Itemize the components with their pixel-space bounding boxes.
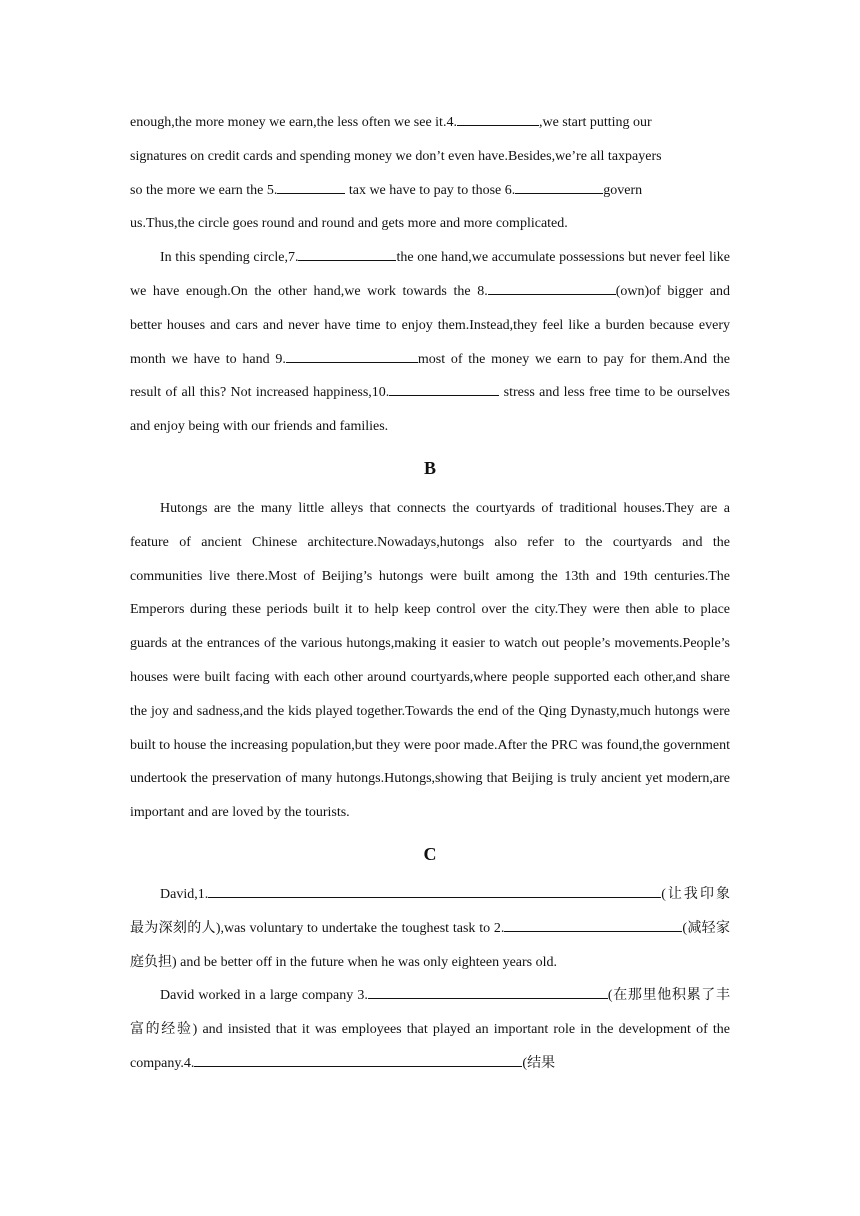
text-segment: enough,the more money we earn,the less often we see it.4. xyxy=(130,115,457,130)
text-segment: David worked in a large company 3. xyxy=(160,988,368,1004)
text-segment: tax we have to pay to those 6. xyxy=(345,182,516,198)
text-segment: (减轻家庭负担) and be better off in the future when he was only eighteen years old. xyxy=(130,920,730,970)
text-segment: signatures on credit cards and spending money we don’t even have.Besides,we’re all taxpayers xyxy=(130,148,662,164)
text-segment: the one hand,we accumulate possessions but never feel like we have enough.On the other hand,we work towards the 8. xyxy=(130,250,731,299)
text-segment: ,we start putting our xyxy=(538,115,652,130)
paragraph-hutongs: Hutongs are the many little alleys that connects the courtyards of traditional houses.They are a feature of ancient Chinese architecture.Nowadays,hutongs also refer to the courtyards and the communities live there.Most of Beijing’s hutongs were built among the 13th and 19th centuries.The Emperors during these periods built it to help keep control over the city.They were then able to place guards at the entrances of the various hutongs,making it easier to watch out people’s movements.People’s houses were built facing with each other around courtyards,where people supported each other,and share the joy and sadness,and the kids played together.Towards the end of the Qing Dynasty,much hutongs were built to house the increasing population,but they were poor made.After the PRC was found,the government undertook the preservation of many hutongs.Hutongs,showing that Beijing is truly ancient yet modern,are important and are loved by the tourists. xyxy=(130,500,730,821)
paragraph-david-2 xyxy=(130,979,730,1080)
section-heading-c: C xyxy=(423,843,437,864)
blank-4[interactable] xyxy=(457,111,539,126)
blank-8[interactable] xyxy=(488,280,616,295)
blank-7[interactable] xyxy=(298,246,396,261)
text-segment: govern xyxy=(603,182,643,198)
blank-c1[interactable] xyxy=(208,883,661,898)
text-segment: stress and less free time to be ourselves and enjoy being with our friends and families. xyxy=(130,385,730,435)
text-segment: us.Thus,the circle goes round and round and gets more and more complicated. xyxy=(130,216,568,232)
text-segment: David,1. xyxy=(160,886,209,902)
text-segment: (让我印象最为深刻的人),was voluntary to undertake the toughest task to 2. xyxy=(130,886,730,936)
blank-10[interactable] xyxy=(389,381,499,396)
blank-5[interactable] xyxy=(277,179,345,194)
text-segment: most of the money we earn to pay for them.And the result of all this? Not increased happiness,10. xyxy=(130,351,730,401)
paragraph-david-1 xyxy=(130,878,730,979)
blank-c2[interactable] xyxy=(504,917,682,932)
paragraph-spending-circle xyxy=(130,241,730,444)
document-page xyxy=(130,106,730,1081)
text-segment: (own)of bigger and better houses and cars and never have time to enjoy them.Instead,they feel like a burden because every month we have to hand 9. xyxy=(130,283,731,367)
text-segment: (在那里他积累了丰富的经验) and insisted that it was employees that played an important role in the development of the company.4. xyxy=(130,988,730,1071)
blank-9[interactable] xyxy=(286,348,418,363)
paragraph-a-continued xyxy=(130,106,730,241)
blank-6[interactable] xyxy=(515,179,603,194)
blank-c3[interactable] xyxy=(368,984,608,999)
text-segment: so the more we earn the 5. xyxy=(130,182,278,198)
blank-c4[interactable] xyxy=(194,1052,522,1067)
section-heading-b: B xyxy=(423,457,436,478)
text-segment: In this spending circle,7. xyxy=(160,250,299,266)
text-segment: (结果 xyxy=(522,1055,556,1071)
